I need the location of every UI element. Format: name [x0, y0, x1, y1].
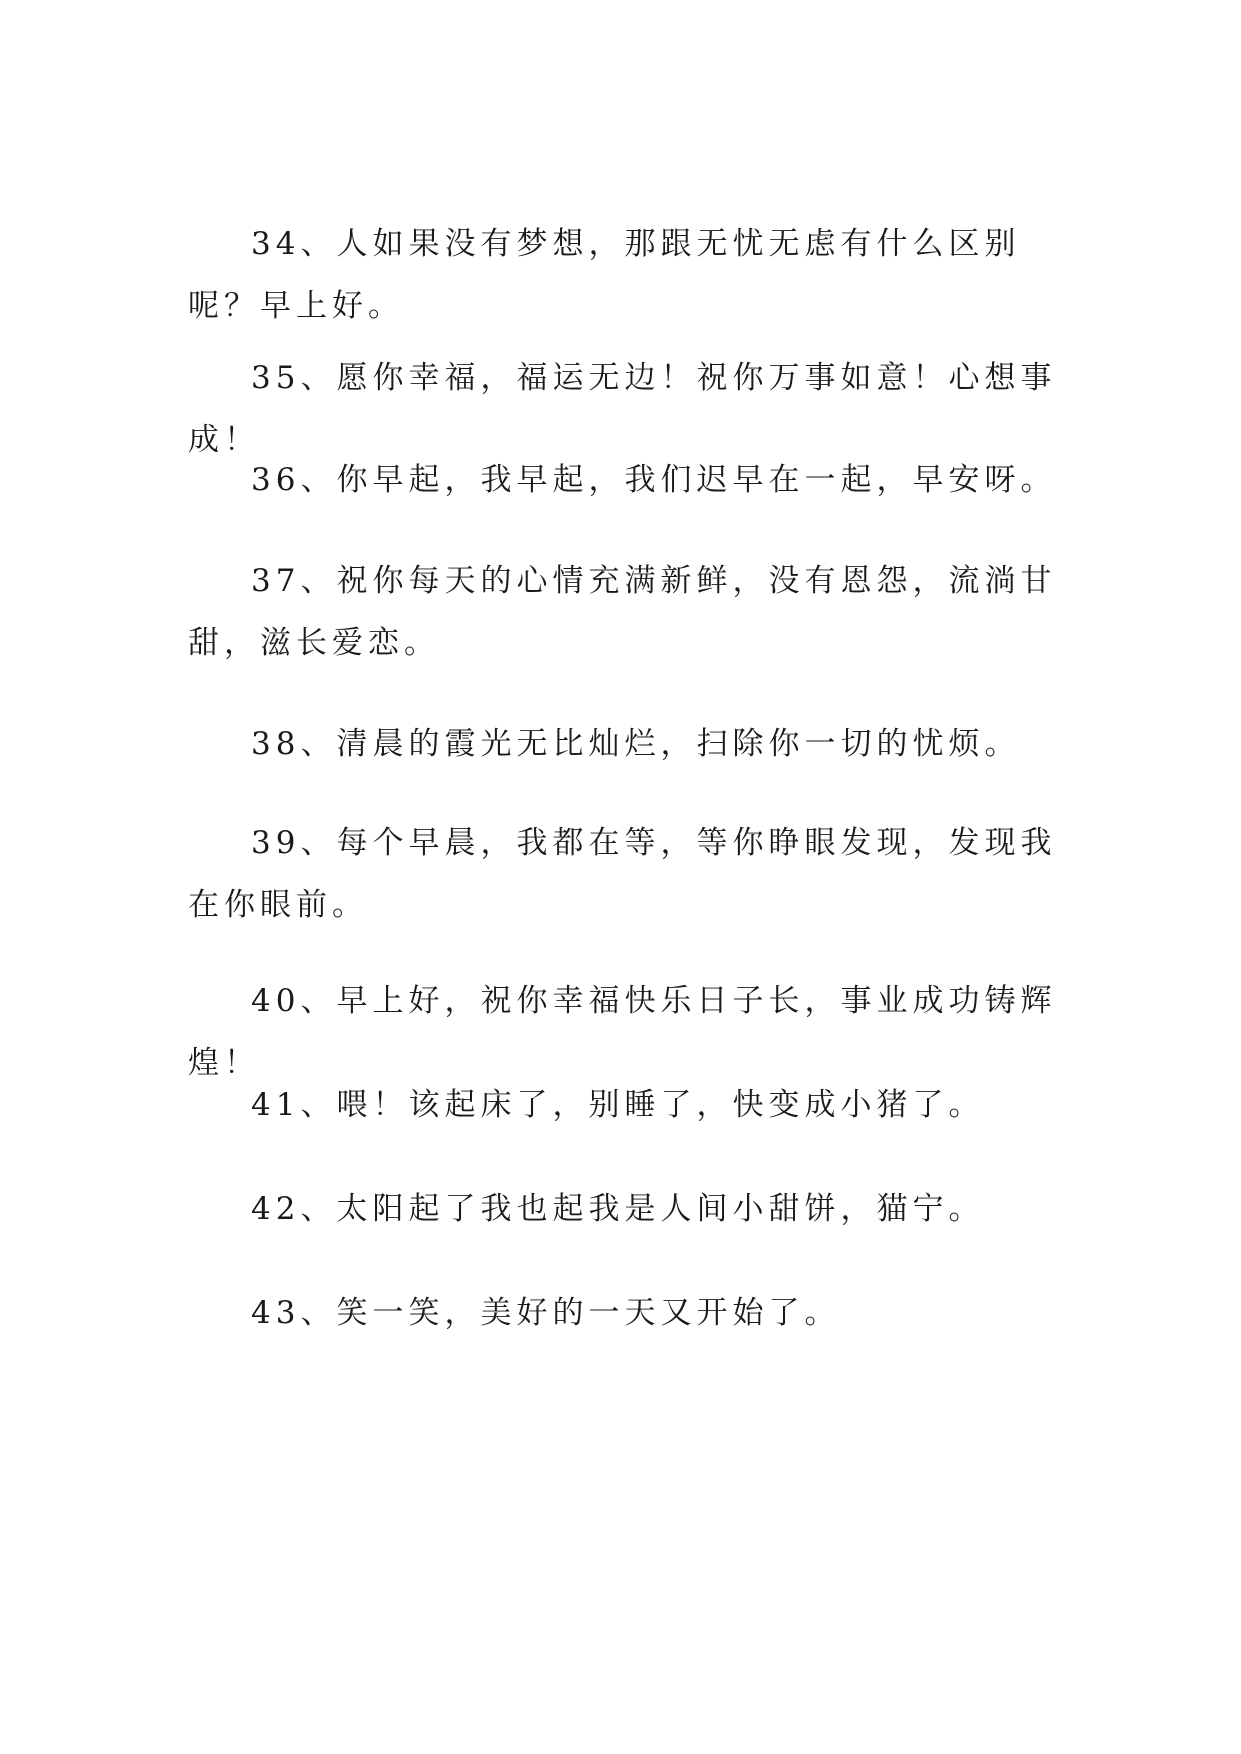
list-item: 43、笑一笑，美好的一天又开始了。 — [251, 1295, 841, 1331]
list-item: 40、早上好，祝你幸福快乐日子长，事业成功铸辉煌！ — [188, 983, 1057, 1081]
list-item: 34、人如果没有梦想，那跟无忧无虑有什么区别呢？早上好。 — [188, 226, 1021, 324]
list-item: 38、清晨的霞光无比灿烂，扫除你一切的忧烦。 — [251, 726, 1021, 762]
list-item: 41、喂！该起床了，别睡了，快变成小猪了。 — [251, 1087, 985, 1123]
list-item: 42、太阳起了我也起我是人间小甜饼，猫宁。 — [251, 1191, 985, 1227]
list-item: 37、祝你每天的心情充满新鲜，没有恩怨，流淌甘甜，滋长爱恋。 — [188, 563, 1057, 661]
list-item: 39、每个早晨，我都在等，等你睁眼发现，发现我在你眼前。 — [188, 825, 1057, 923]
list-item: 35、愿你幸福，福运无边！祝你万事如意！心想事成！ — [188, 360, 1057, 458]
list-item: 36、你早起，我早起，我们迟早在一起，早安呀。 — [251, 462, 1057, 498]
